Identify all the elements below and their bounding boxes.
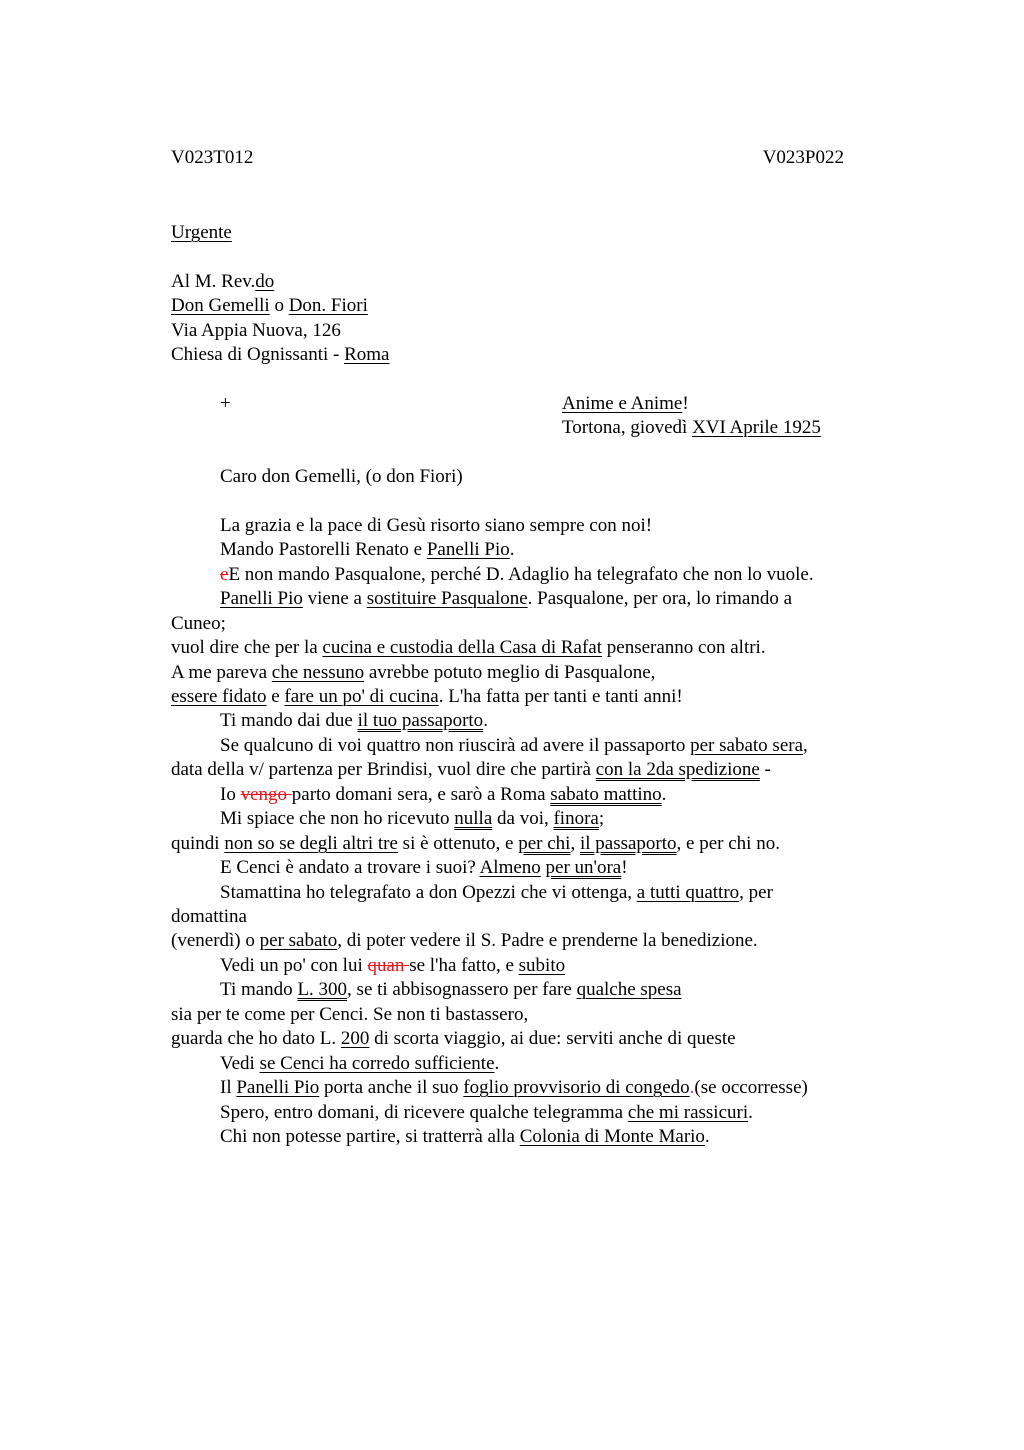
address-line-3: Via Appia Nuova, 126 [171,320,341,341]
body-line: E Cenci è andato a trovare i suoi? Almeno per un'ora! [220,857,628,878]
document-code-right: V023P022 [762,147,844,168]
body-line: La grazia e la pace di Gesù risorto siano sempre con noi! [220,515,653,536]
document-code-left: V023T012 [171,147,254,168]
address-line-4: Chiesa di Ognissanti - Roma [171,344,390,365]
body-line: Vedi un po' con lui quan se l'ha fatto, e subito [220,955,566,976]
body-line: Se qualcuno di voi quattro non riuscirà ad avere il passaporto per sabato sera, [220,735,808,756]
body-line: domattina [171,906,247,927]
body-line: (venerdì) o per sabato, di poter vedere il S. Padre e prenderne la benedizione. [171,930,758,951]
address-line-2: Don Gemelli o Don. Fiori [171,295,368,316]
body-line: Io vengo parto domani sera, e sarò a Roma sabato mattino. [220,784,667,805]
body-line: Chi non potesse partire, si tratterrà alla Colonia di Monte Mario. [220,1126,710,1147]
body-line: Stamattina ho telegrafato a don Opezzi che vi ottenga, a tutti quattro, per [220,882,773,903]
body-line: quindi non so se degli altri tre si è ottenuto, e per chi, il passaporto, e per chi no. [171,833,780,854]
cross-symbol: + [220,393,231,414]
body-line: A me pareva che nessuno avrebbe potuto meglio di Pasqualone, [171,662,656,683]
body-line: essere fidato e fare un po' di cucina. L'ha fatta per tanti e tanti anni! [171,686,683,707]
body-line: Ti mando L. 300, se ti abbisognassero per fare qualche spesa [220,979,682,1000]
body-line: Mando Pastorelli Renato e Panelli Pio. [220,539,515,560]
body-line: Il Panelli Pio porta anche il suo foglio provvisorio di congedo.(se occorresse) [220,1077,808,1098]
body-line: eE non mando Pasqualone, perché D. Adaglio ha telegrafato che non lo vuole. [220,564,814,585]
deleted-text: vengo [240,784,292,805]
body-line: Cuneo; [171,613,226,634]
body-line: sia per te come per Cenci. Se non ti bastassero, [171,1004,529,1025]
body-line: vuol dire che per la cucina e custodia della Casa di Rafat penseranno con altri. [171,637,766,658]
body-line: Mi spiace che non ho ricevuto nulla da voi, finora; [220,808,605,829]
body-line: Vedi se Cenci ha corredo sufficiente. [220,1053,500,1074]
body-line: data della v/ partenza per Brindisi, vuol dire che partirà con la 2da spedizione - [171,759,771,780]
deleted-text: quan [367,955,410,976]
dateline: Tortona, giovedì XVI Aprile 1925 [562,417,821,438]
address-line-1: Al M. Rev.do [171,271,275,292]
urgent-label: Urgente [171,222,232,243]
body-line: Ti mando dai due il tuo passaporto. [220,710,488,731]
body-line: guarda che ho dato L. 200 di scorta viaggio, ai due: serviti anche di queste [171,1028,736,1049]
body-line: Spero, entro domani, di ricevere qualche telegramma che mi rassicuri. [220,1102,753,1123]
motto: Anime e Anime! [562,393,689,414]
body-line: Panelli Pio viene a sostituire Pasqualone. Pasqualone, per ora, lo rimando a [220,588,792,609]
deleted-text: e [220,564,229,585]
salutation: Caro don Gemelli, (o don Fiori) [220,466,463,487]
